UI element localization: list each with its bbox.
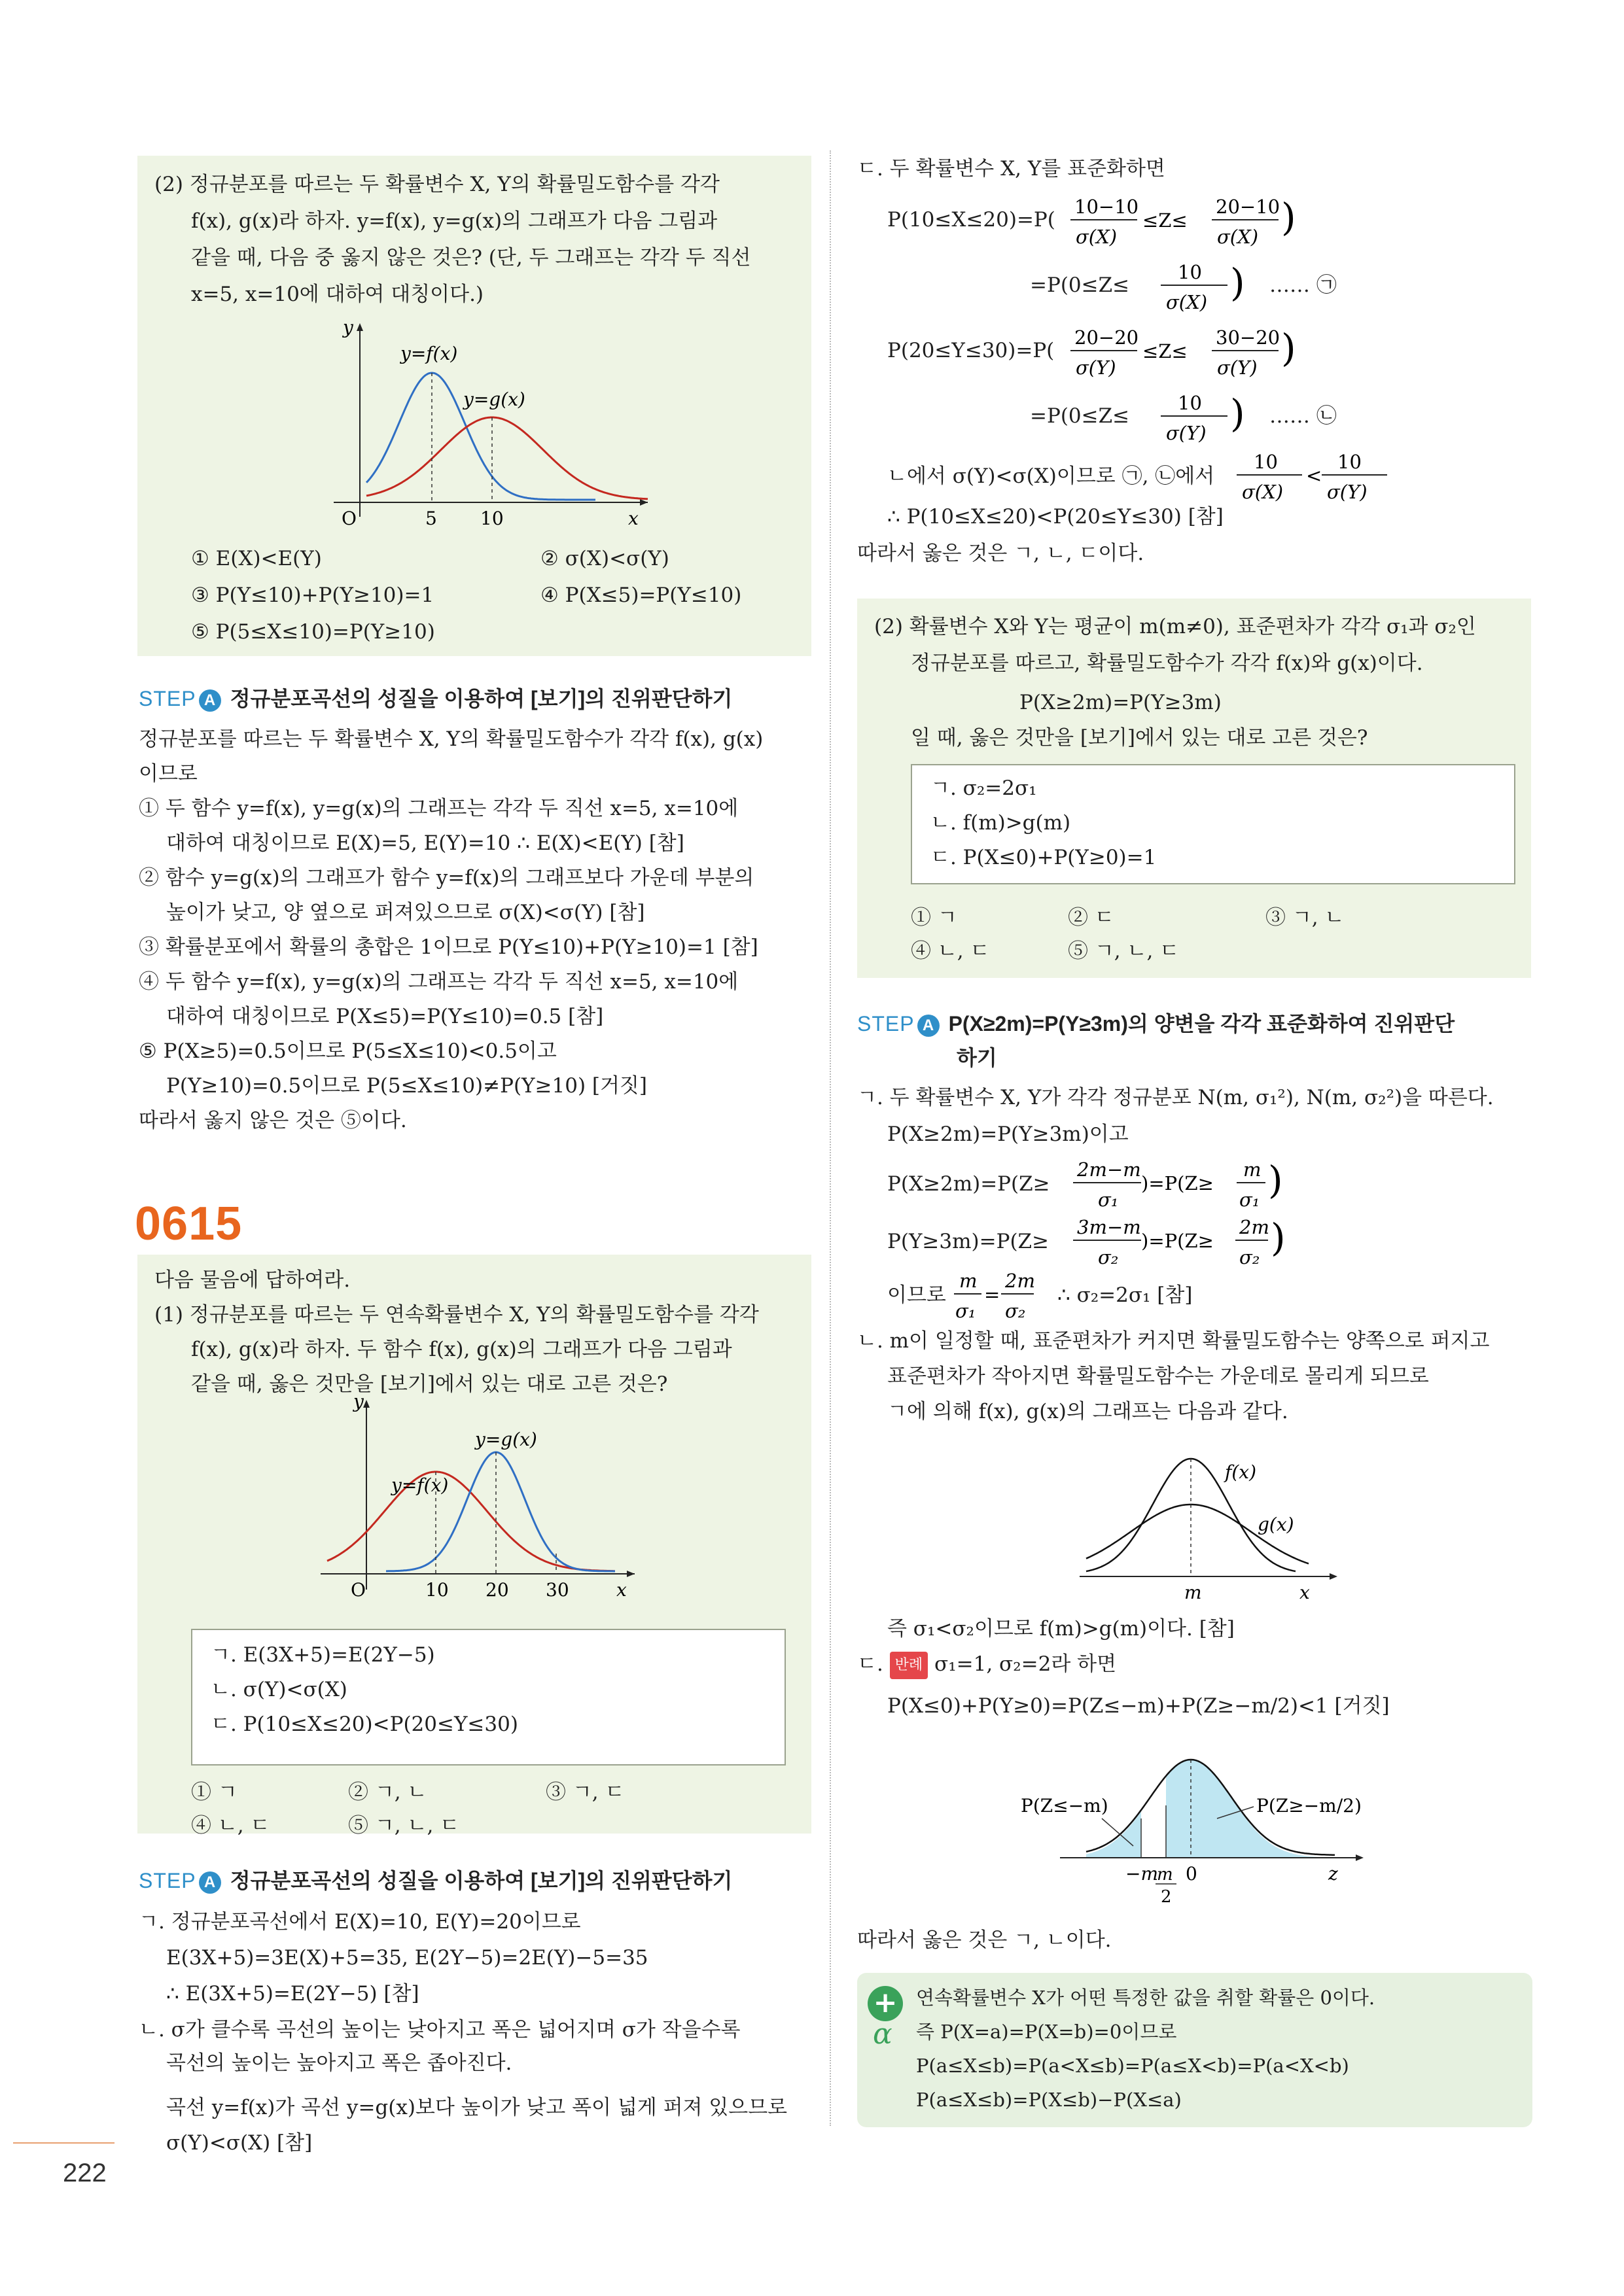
svg-text:σ(Y): σ(Y): [1076, 357, 1116, 379]
g2-tick-30: 30: [546, 1579, 569, 1601]
q2-choice-1: ① E(X)<E(Y): [191, 547, 322, 570]
standard-normal-shaded: [1021, 1733, 1374, 1917]
q615-line-3: f(x), g(x)라 하자. 두 함수 f(x), g(x)의 그래프가 다음 그림과: [191, 1338, 732, 1361]
step2-line-6: 곡선 y=f(x)가 곡선 y=g(x)보다 높이가 낮고 폭이 넓게 퍼져 있으므로: [166, 2096, 788, 2119]
svg-text:σ(Y): σ(Y): [1166, 422, 1207, 444]
tip-line-1: 연속확률변수 X가 어떤 특정한 값을 취할 확률은 0이다.: [916, 1987, 1375, 2009]
svg-text:σ₂: σ₂: [1005, 1300, 1026, 1322]
svg-text:): ): [1230, 391, 1245, 436]
step2-line-2: E(3X+5)=3E(X)+5=35, E(2Y−5)=2E(Y)−5=35: [166, 1946, 648, 1970]
svg-text:σ(X): σ(X): [1076, 226, 1118, 248]
g2-tick-20: 20: [485, 1579, 509, 1601]
tip-line-4: P(a≤X≤b)=P(X≤b)−P(X≤a): [916, 2089, 1182, 2111]
g1-tick-5: 5: [425, 508, 437, 529]
s3-l6: ㄴ. m이 일정할 때, 표준편차가 커지면 확률밀도함수는 양쪽으로 퍼지고: [857, 1329, 1490, 1353]
sn-tick-neg-m: −m: [1125, 1863, 1159, 1885]
svg-text:10: 10: [1337, 451, 1362, 473]
step-title: 정규분포곡선의 성질을 이용하여 [보기]의 진위판단하기: [230, 1869, 733, 1892]
svg-text:10−10: 10−10: [1074, 196, 1139, 218]
g2-x-axis-label: x: [616, 1579, 627, 1601]
s3-l3-fractions: [1068, 1153, 1303, 1218]
c-eq2-tag: …… ㉠: [1269, 273, 1337, 297]
step-badge: A: [199, 689, 221, 712]
q615-choice-2: ② ㄱ, ㄴ: [348, 1781, 427, 1804]
s3-l5-post: ∴ σ₂=2σ₁ [참]: [1057, 1283, 1193, 1307]
rq2-choice-5: ⑤ ㄱ, ㄴ, ㄷ: [1068, 939, 1180, 963]
c-eq1-fractions: [1061, 190, 1336, 255]
step1-line-11: P(Y≥10)=0.5이므로 P(5≤X≤10)≠P(Y≥10) [거짓]: [166, 1074, 647, 1098]
step-title: P(X≥2m)=P(Y≥3m)의 양변을 각각 표준화하여 진위판단: [948, 1012, 1455, 1035]
sn-z-label: z: [1328, 1863, 1338, 1885]
svg-text:)=P(Z≥: )=P(Z≥: [1141, 1230, 1214, 1252]
rq2-line-1: (2) 확률변수 X와 Y는 평균이 m(m≠0), 표준편차가 각각 σ₁과 σ₂인: [874, 615, 1476, 638]
svg-text:): ): [1281, 195, 1296, 239]
sn-tick-den: 2: [1161, 1887, 1172, 1907]
bogi1-item-1: ㄱ. E(3X+5)=E(2Y−5): [211, 1643, 435, 1667]
c-eq4-fraction: [1154, 386, 1246, 451]
g2-f-label: y=f(x): [391, 1474, 449, 1496]
q615-choice-3: ③ ㄱ, ㄷ: [546, 1781, 625, 1804]
step-label: STEP: [139, 1869, 196, 1892]
q615-choice-5: ⑤ ㄱ, ㄴ, ㄷ: [348, 1814, 460, 1837]
step2-line-7: σ(Y)<σ(X) [참]: [166, 2131, 313, 2155]
step-badge: A: [199, 1871, 221, 1894]
c-eq4-tag: …… ㉡: [1269, 404, 1337, 428]
step1-line-1: 정규분포를 따르는 두 확률변수 X, Y의 확률밀도함수가 각각 f(x), g(x): [139, 727, 764, 751]
q2-choice-4: ④ P(X≤5)=P(Y≤10): [540, 583, 742, 607]
svg-text:): ): [1268, 1158, 1283, 1202]
c-eq4-lhs: =P(0≤Z≤: [1030, 404, 1130, 428]
g2-y-axis-label: y: [353, 1393, 364, 1412]
step1-line-9: 대하여 대칭이므로 P(X≤5)=P(Y≤10)=0.5 [참]: [166, 1005, 604, 1028]
tip-line-2: 즉 P(X=a)=P(X=b)=0이므로: [916, 2021, 1177, 2043]
svg-text:σ(X): σ(X): [1217, 226, 1259, 248]
c-intro: ㄷ. 두 확률변수 X, Y를 표준화하면: [857, 157, 1165, 181]
fg-m-label: m: [1184, 1582, 1202, 1603]
step2-line-4: ㄴ. σ가 클수록 곡선의 높이는 낮아지고 폭은 넓어지며 σ가 작을수록: [139, 2018, 741, 2042]
g1-y-axis-label: y: [343, 317, 353, 338]
svg-text:σ₁: σ₁: [955, 1300, 976, 1322]
step2-line-3: ∴ E(3X+5)=E(2Y−5) [참]: [166, 1982, 419, 2006]
svg-text:2m−m: 2m−m: [1077, 1158, 1141, 1181]
sn-tick-zero: 0: [1186, 1863, 1197, 1885]
step-a-heading-1: [139, 682, 732, 712]
step-a-heading-3: [857, 1007, 1455, 1037]
step1-line-5: ② 함수 y=g(x)의 그래프가 함수 y=f(x)의 그래프보다 가운데 부분의: [139, 866, 754, 890]
c-line6: ∴ P(10≤X≤20)<P(20≤Y≤30) [참]: [887, 505, 1224, 529]
step1-line-7: ③ 확률분포에서 확률의 총합은 1이므로 P(Y≤10)+P(Y≥10)=1 [참]: [139, 935, 758, 959]
s3-l2: P(X≥2m)=P(Y≥3m)이고: [887, 1122, 1129, 1146]
svg-text:σ(X): σ(X): [1166, 291, 1208, 313]
q615-line-4: 같을 때, 옳은 것만을 [보기]에서 있는 대로 고른 것은?: [191, 1372, 668, 1396]
step-a-heading-3b: 하기: [957, 1046, 997, 1070]
s3-l3-lhs: P(X≥2m)=P(Z≥: [887, 1172, 1050, 1196]
q615-choice-1: ① ㄱ: [191, 1781, 238, 1804]
svg-text:10: 10: [1254, 451, 1278, 473]
q2-line-4: x=5, x=10에 대하여 대칭이다.): [191, 283, 484, 306]
c-eq3-fractions: [1061, 321, 1336, 386]
svg-text:10: 10: [1178, 261, 1202, 283]
svg-text:3m−m: 3m−m: [1077, 1216, 1141, 1238]
fg-g-label: g(x): [1258, 1514, 1294, 1535]
svg-text:σ(X): σ(X): [1242, 481, 1284, 503]
step1-line-4: 대하여 대칭이므로 E(X)=5, E(Y)=10 ∴ E(X)<E(Y) [참]: [166, 831, 684, 855]
step1-line-6: 높이가 낮고, 양 옆으로 퍼져있으므로 σ(X)<σ(Y) [참]: [166, 901, 645, 924]
step2-line-1: ㄱ. 정규분포곡선에서 E(X)=10, E(Y)=20이므로: [139, 1910, 581, 1934]
step1-line-3: ① 두 함수 y=f(x), y=g(x)의 그래프는 각각 두 직선 x=5, x=10에: [139, 797, 739, 820]
q2-choice-2: ② σ(X)<σ(Y): [540, 547, 669, 570]
svg-text:σ(Y): σ(Y): [1217, 357, 1258, 379]
step1-line-12: 따라서 옳지 않은 것은 ⑤이다.: [139, 1109, 407, 1132]
g1-x-axis-label: x: [628, 508, 639, 529]
s3-l12: 따라서 옳은 것은 ㄱ, ㄴ이다.: [857, 1928, 1112, 1952]
rq2-choice-4: ④ ㄴ, ㄷ: [911, 939, 990, 963]
step-title: 정규분포곡선의 성질을 이용하여 [보기]의 진위판단하기: [230, 687, 733, 710]
step1-line-10: ⑤ P(X≥5)=0.5이므로 P(5≤X≤10)<0.5이고: [139, 1039, 557, 1063]
svg-text:σ₁: σ₁: [1098, 1189, 1119, 1211]
rq2-choice-1: ① ㄱ: [911, 906, 957, 930]
bogi1-item-3: ㄷ. P(10≤X≤20)<P(20≤Y≤30): [211, 1713, 518, 1736]
svg-text:σ₂: σ₂: [1098, 1246, 1119, 1268]
footer-rule: [13, 2142, 115, 2144]
rq2-choice-2: ② ㄷ: [1068, 906, 1114, 930]
page-number: 222: [63, 2159, 107, 2187]
c-eq2-fraction: [1154, 255, 1246, 321]
step-label: STEP: [139, 687, 196, 710]
bogi1-item-2: ㄴ. σ(Y)<σ(X): [211, 1678, 347, 1701]
step-a-heading-2: [139, 1864, 732, 1894]
q615-choice-4: ④ ㄴ, ㄷ: [191, 1814, 270, 1837]
s3-l11: P(X≤0)+P(Y≥0)=P(Z≤−m)+P(Z≥−m/2)<1 [거짓]: [887, 1694, 1390, 1718]
svg-text:2m: 2m: [1239, 1216, 1269, 1238]
g2-origin-label: O: [351, 1579, 366, 1601]
s3-l8: ㄱ에 의해 f(x), g(x)의 그래프는 다음과 같다.: [887, 1400, 1288, 1423]
rq2-choice-3: ③ ㄱ, ㄴ: [1265, 906, 1345, 930]
g1-g-label: y=g(x): [463, 389, 525, 410]
bogi2-item-1: ㄱ. σ₂=2σ₁: [930, 776, 1037, 800]
s3-l5-pre: 이므로: [887, 1283, 946, 1307]
svg-text:m: m: [959, 1270, 978, 1292]
q2-line-1: (2) 정규분포를 따르는 두 확률변수 X, Y의 확률밀도함수를 각각: [154, 173, 720, 196]
q2-line-3: 같을 때, 다음 중 옳지 않은 것은? (단, 두 그래프는 각각 두 직선: [191, 246, 751, 270]
svg-text:): ): [1271, 1215, 1286, 1260]
svg-text:30−20: 30−20: [1216, 326, 1280, 349]
plus-icon: +: [868, 1986, 903, 2021]
svg-text:20−10: 20−10: [1216, 196, 1280, 218]
g2-tick-10: 10: [425, 1579, 449, 1601]
rq2-line-2: 정규분포를 따르고, 확률밀도함수가 각각 f(x)와 g(x)이다.: [911, 652, 1423, 675]
svg-text:m: m: [1243, 1158, 1262, 1181]
sn-left-label: P(Z≤−m): [1021, 1795, 1108, 1817]
g2-g-label: y=g(x): [475, 1429, 537, 1450]
c-eq3-lhs: P(20≤Y≤30)=P(: [887, 339, 1055, 362]
alpha-icon: α: [873, 2017, 892, 2051]
svg-text:σ₂: σ₂: [1239, 1246, 1260, 1268]
fg-bell-curves: [1073, 1439, 1348, 1609]
svg-text:≤Z≤: ≤Z≤: [1142, 209, 1188, 232]
g1-f-label: y=f(x): [400, 343, 458, 364]
rq2-line-3: P(X≥2m)=P(Y≥3m): [1019, 691, 1222, 714]
g1-tick-10: 10: [480, 508, 504, 529]
sn-tick-m: m: [1157, 1865, 1173, 1885]
normal-curves-graph-2: [308, 1393, 648, 1609]
fg-x-label: x: [1299, 1582, 1310, 1603]
sn-right-label: P(Z≥−m/2): [1256, 1795, 1362, 1817]
q2-choice-3: ③ P(Y≤10)+P(Y≥10)=1: [191, 583, 434, 607]
c-eq1-lhs: P(10≤X≤20)=P(: [887, 208, 1055, 232]
svg-text:σ(Y): σ(Y): [1327, 481, 1368, 503]
c-line7: 따라서 옳은 것은 ㄱ, ㄴ, ㄷ이다.: [857, 542, 1144, 565]
fg-f-label: f(x): [1225, 1461, 1257, 1483]
step-label: STEP: [857, 1012, 915, 1035]
s3-l10: ㄷ. 반례 σ₁=1, σ₂=2라 하면: [857, 1651, 1116, 1679]
svg-text:10: 10: [1178, 392, 1202, 414]
s3-l4-fractions: [1068, 1210, 1303, 1276]
step1-line-8: ④ 두 함수 y=f(x), y=g(x)의 그래프는 각각 두 직선 x=5, x=10에: [139, 970, 739, 994]
svg-text:)=P(Z≥: )=P(Z≥: [1141, 1172, 1214, 1194]
bogi2-item-3: ㄷ. P(X≤0)+P(Y≥0)=1: [930, 846, 1157, 869]
svg-text:σ₁: σ₁: [1239, 1189, 1260, 1211]
c-eq2-lhs: =P(0≤Z≤: [1030, 273, 1130, 297]
problem-number: 0615: [135, 1198, 243, 1250]
rq2-line-4: 일 때, 옳은 것만을 [보기]에서 있는 대로 고른 것은?: [911, 726, 1368, 750]
counterexample-badge: 반례: [890, 1652, 928, 1679]
step1-line-2: 이므로: [139, 762, 198, 786]
svg-text:20−20: 20−20: [1074, 326, 1139, 349]
q615-line-1: 다음 물음에 답하여라.: [154, 1268, 351, 1292]
svg-text:=: =: [984, 1283, 1000, 1306]
column-divider: [830, 150, 831, 2126]
svg-text:): ): [1230, 260, 1245, 305]
svg-text:): ): [1281, 326, 1296, 370]
tip-line-3: P(a≤X≤b)=P(a<X≤b)=P(a≤X<b)=P(a<X<b): [916, 2055, 1349, 2077]
svg-text:<: <: [1306, 464, 1322, 487]
g1-origin-label: O: [342, 508, 357, 529]
c-line5-fractions: [1230, 445, 1394, 510]
q2-line-2: f(x), g(x)라 하자. y=f(x), y=g(x)의 그래프가 다음 그림과: [191, 209, 718, 233]
c-line5-pre: ㄴ에서 σ(Y)<σ(X)이므로 ㉠, ㉡에서: [887, 464, 1215, 488]
bogi2-item-2: ㄴ. f(m)>g(m): [930, 811, 1071, 835]
s3-l1: ㄱ. 두 확률변수 X, Y가 각각 정규분포 N(m, σ₁²), N(m, σ₂²)을 따른다.: [857, 1086, 1494, 1109]
s3-l5-fractions: [949, 1264, 1047, 1329]
q615-line-2: (1) 정규분포를 따르는 두 연속확률변수 X, Y의 확률밀도함수를 각각: [154, 1303, 759, 1327]
step-badge: A: [917, 1015, 940, 1037]
s3-l7: 표준편차가 작아지면 확률밀도함수는 가운데로 몰리게 되므로: [887, 1365, 1429, 1388]
q2-choice-5: ⑤ P(5≤X≤10)=P(Y≥10): [191, 620, 435, 644]
normal-curves-graph-1: [321, 314, 661, 536]
s3-l4-lhs: P(Y≥3m)=P(Z≥: [887, 1230, 1050, 1253]
step2-line-5: 곡선의 높이는 높아지고 폭은 좁아진다.: [166, 2051, 512, 2075]
svg-text:≤Z≤: ≤Z≤: [1142, 340, 1188, 362]
svg-text:2m: 2m: [1005, 1270, 1035, 1292]
s3-l9: 즉 σ₁<σ₂이므로 f(m)>g(m)이다. [참]: [887, 1617, 1235, 1641]
